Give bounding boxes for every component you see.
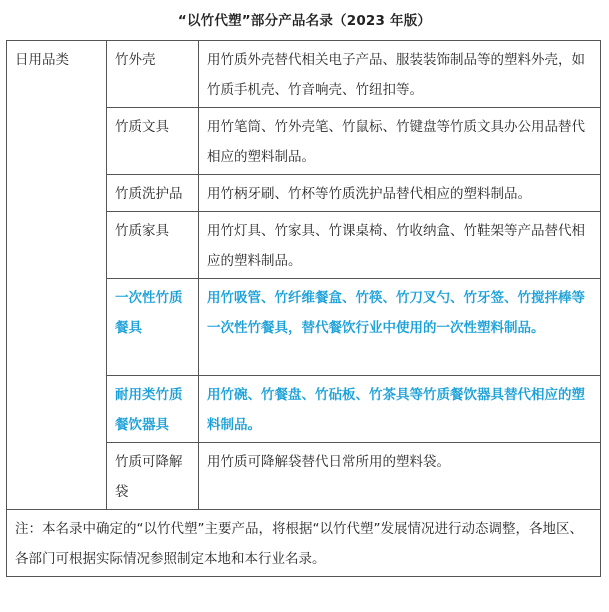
product-name-cell: 竹质可降解袋 <box>107 443 199 510</box>
product-description-cell: 用竹吸管、竹纤维餐盒、竹筷、竹刀叉勺、竹牙签、竹搅拌棒等一次性竹餐具，替代餐饮行业中使用的一次性塑料制品。 <box>199 279 601 376</box>
product-description-cell: 用竹柄牙刷、竹杯等竹质洗护品替代相应的塑料制品。 <box>199 175 601 212</box>
product-description-cell: 用竹灯具、竹家具、竹课桌椅、竹收纳盒、竹鞋架等产品替代相应的塑料制品。 <box>199 212 601 279</box>
product-catalog-table <box>6 40 601 577</box>
product-name-cell: 竹质家具 <box>107 212 199 279</box>
product-name-cell: 耐用类竹质餐饮器具 <box>107 376 199 443</box>
table-row-note <box>7 510 601 577</box>
category-cell: 日用品类 <box>7 41 107 510</box>
product-name-cell: 竹质文具 <box>107 108 199 175</box>
product-description-cell: 用竹笔筒、竹外壳笔、竹鼠标、竹键盘等竹质文具办公用品替代相应的塑料制品。 <box>199 108 601 175</box>
document-title: “以竹代塑”部分产品名录（2023 年版） <box>177 13 432 29</box>
table-row <box>7 41 601 108</box>
product-name-cell: 竹质洗护品 <box>107 175 199 212</box>
product-description-cell: 用竹质可降解袋替代日常所用的塑料袋。 <box>199 443 601 510</box>
product-name-cell: 竹外壳 <box>107 41 199 108</box>
note-cell: 注：本名录中确定的“以竹代塑”主要产品，将根据“以竹代塑”发展情况进行动态调整，各地区、各部门可根据实际情况参照制定本地和本行业名录。 <box>7 510 601 577</box>
product-name-cell: 一次性竹质餐具 <box>107 279 199 376</box>
product-description-cell: 用竹碗、竹餐盘、竹砧板、竹茶具等竹质餐饮器具替代相应的塑料制品。 <box>199 376 601 443</box>
product-description-cell: 用竹质外壳替代相关电子产品、服装装饰制品等的塑料外壳，如竹质手机壳、竹音响壳、竹纽扣等。 <box>199 41 601 108</box>
